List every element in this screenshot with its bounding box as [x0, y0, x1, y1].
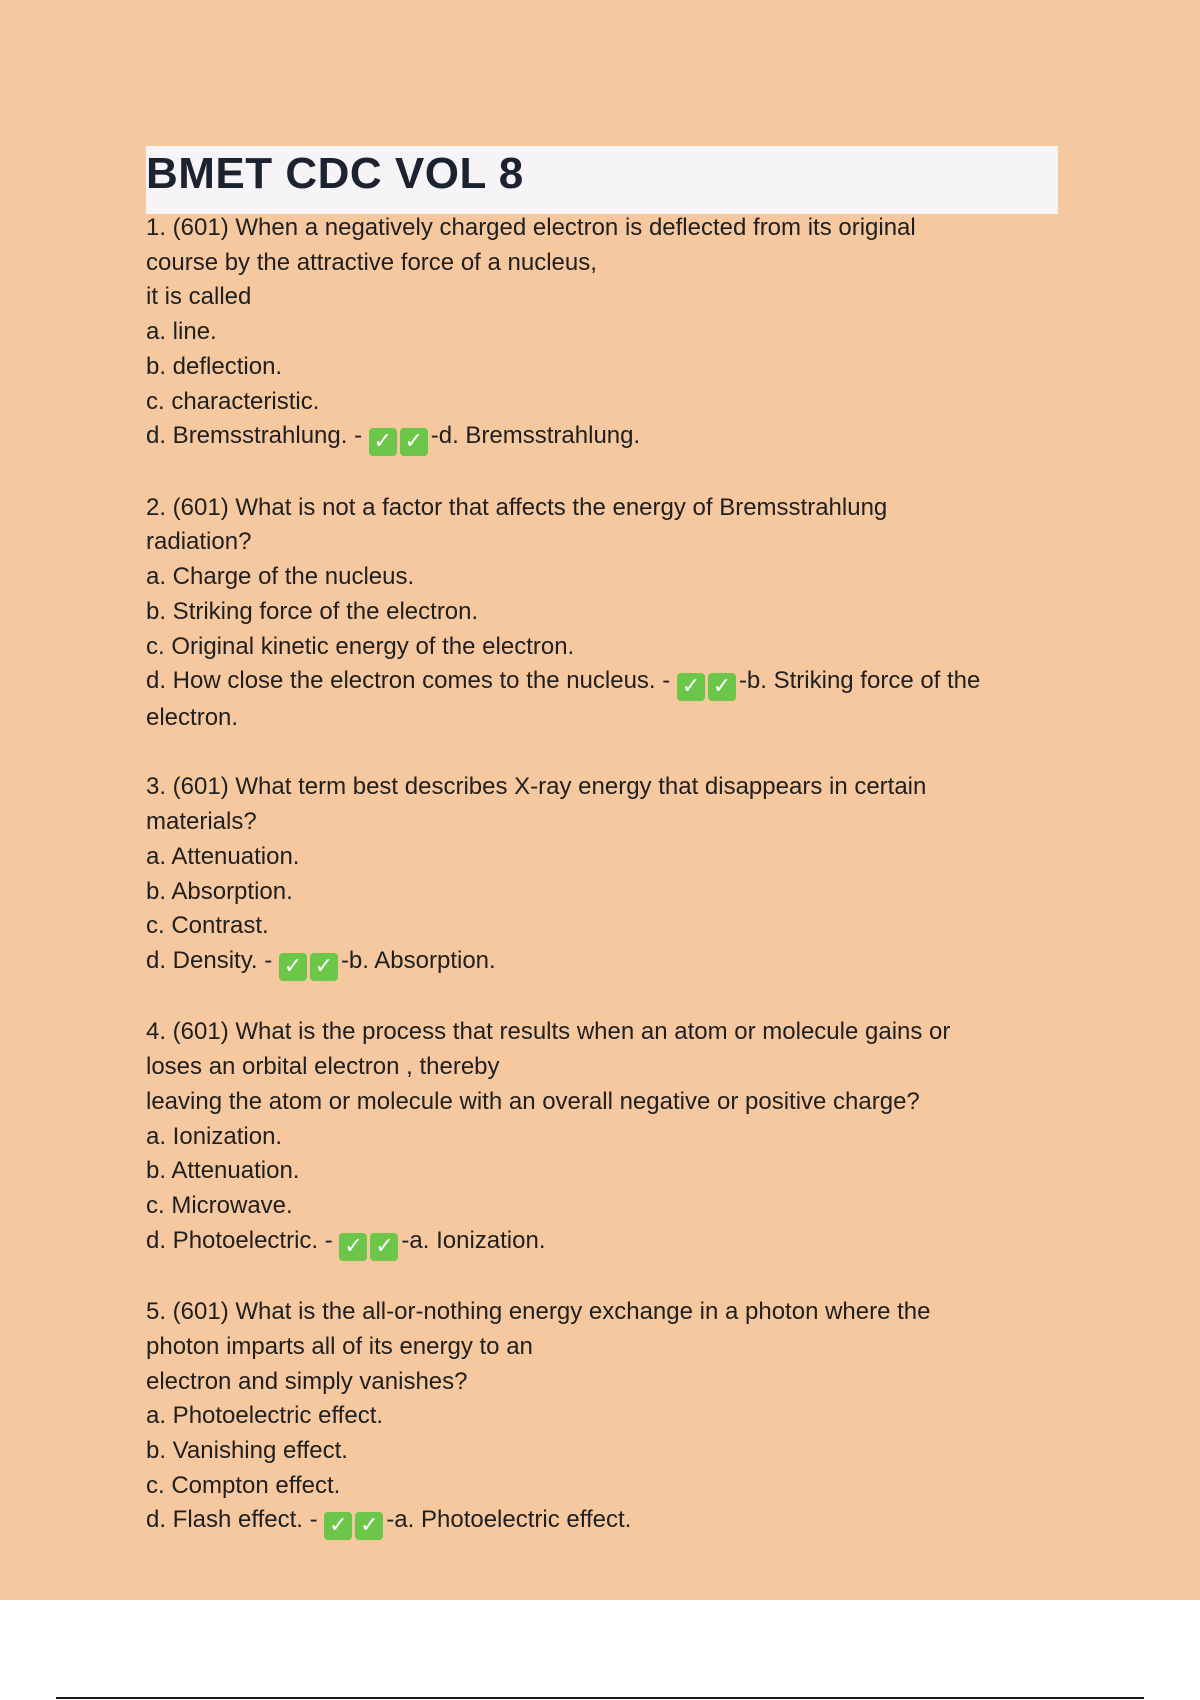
question-list [146, 211, 1086, 1575]
answer-text: -b. Absorption. [340, 946, 496, 974]
option-a: a. line. [146, 318, 217, 346]
option-d: d. Density. - [146, 946, 279, 974]
check-mark-icon: ✓ [339, 1233, 367, 1261]
answer-text: -a. Ionization. [401, 1226, 546, 1254]
option-a: a. Ionization. [146, 1122, 283, 1150]
document-title: BMET CDC VOL 8 [146, 149, 524, 198]
check-mark-icon: ✓ [708, 673, 736, 701]
option-b: b. Absorption. [146, 877, 293, 905]
option-b: b. Attenuation. [146, 1157, 300, 1185]
option-c: c. Microwave. [146, 1191, 293, 1219]
option-d-with-answer [146, 419, 1086, 456]
question-prompt-line: 2. (601) What is not a factor that affects the energy of Bremsstrahlung [146, 493, 888, 521]
footer-divider [56, 1697, 1144, 1699]
question-prompt-line: 5. (601) What is the all-or-nothing energy exchange in a photon where the [146, 1298, 931, 1326]
check-mark-icon: ✓ [369, 428, 397, 456]
answer-text: -b. Striking force of the electron. [146, 667, 981, 732]
check-mark-icon: ✓ [355, 1512, 383, 1540]
option-a: a. Photoelectric effect. [146, 1402, 384, 1430]
question-prompt-line: leaving the atom or molecule with an overall negative or positive charge? [146, 1087, 920, 1115]
question-prompt-line: 1. (601) When a negatively charged electron is deflected from its original [146, 214, 916, 241]
option-c: c. Compton effect. [146, 1471, 341, 1499]
option-d: d. Flash effect. - [146, 1506, 325, 1534]
option-a: a. Charge of the nucleus. [146, 563, 415, 591]
option-d-with-answer [146, 944, 1086, 981]
check-mark-icon: ✓ [400, 428, 428, 456]
check-mark-icon: ✓ [677, 673, 705, 701]
option-c: c. Original kinetic energy of the electron. [146, 632, 575, 660]
question-3 [146, 770, 1086, 981]
option-d-with-answer [146, 664, 1066, 736]
question-5 [146, 1295, 1086, 1540]
question-prompt-line: electron and simply vanishes? [146, 1367, 468, 1395]
question-prompt-line: radiation? [146, 528, 252, 556]
option-d: d. Photoelectric. - [146, 1226, 340, 1254]
option-d-with-answer [146, 1503, 1086, 1540]
option-b: b. deflection. [146, 352, 283, 380]
check-mark-icon: ✓ [310, 953, 338, 981]
option-b: b. Striking force of the electron. [146, 597, 479, 625]
option-d-with-answer [146, 1224, 1086, 1261]
check-mark-icon: ✓ [279, 953, 307, 981]
question-4 [146, 1015, 1086, 1260]
option-a: a. Attenuation. [146, 842, 300, 870]
check-mark-icon: ✓ [370, 1233, 398, 1261]
option-b: b. Vanishing effect. [146, 1436, 348, 1464]
question-prompt-line: photon imparts all of its energy to an [146, 1332, 533, 1360]
question-prompt-line: loses an orbital electron , thereby [146, 1053, 500, 1081]
question-prompt-line: course by the attractive force of a nucleus, [146, 248, 597, 276]
question-prompt-line: 3. (601) What term best describes X-ray energy that disappears in certain [146, 773, 927, 801]
option-d: d. How close the electron comes to the nucleus. - [146, 667, 677, 695]
option-d: d. Bremsstrahlung. - [146, 422, 369, 450]
question-2 [146, 491, 1086, 736]
option-c: c. Contrast. [146, 912, 269, 940]
answer-text: -a. Photoelectric effect. [386, 1506, 632, 1534]
question-prompt-line: materials? [146, 808, 257, 836]
question-prompt-line: 4. (601) What is the process that results when an atom or molecule gains or [146, 1018, 951, 1046]
question-prompt-line: it is called [146, 283, 252, 311]
answer-text: -d. Bremsstrahlung. [430, 422, 641, 450]
check-mark-icon: ✓ [324, 1512, 352, 1540]
question-1 [146, 211, 1086, 456]
option-c: c. characteristic. [146, 387, 320, 415]
